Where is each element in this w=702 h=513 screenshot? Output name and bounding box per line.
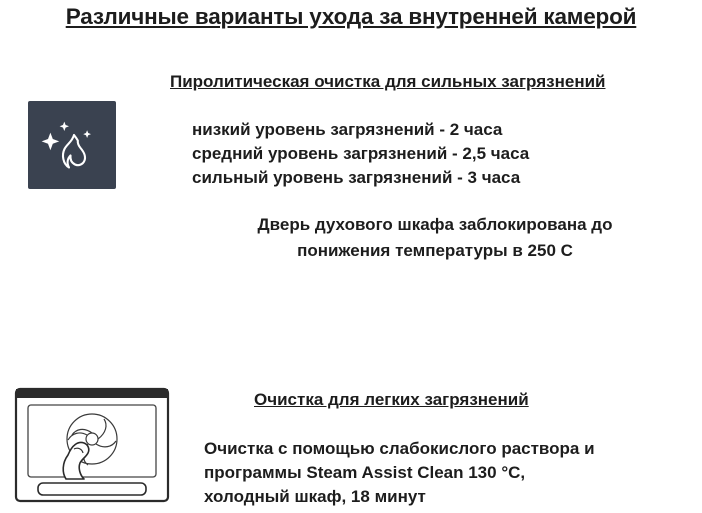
pyrolytic-levels [192,118,529,190]
pyrolytic-note-line-2: понижения температуры в 250 С [297,241,573,260]
pyrolytic-door-lock-note [205,212,665,264]
light-cleaning-line-2: программы Steam Assist Clean 130 °C, [204,463,526,482]
light-cleaning-body [204,437,684,509]
pyrolytic-heading: Пиролитическая очистка для сильных загрязнений [170,72,606,91]
light-cleaning-line-3: холодный шкаф, 18 минут [204,487,426,506]
page-title: Различные варианты ухода за внутренней камерой [65,4,637,29]
pyrolytic-level-low: низкий уровень загрязнений - 2 часа [192,120,503,139]
light-cleaning-heading: Очистка для легких загрязнений [254,390,529,409]
light-cleaning-line-1: Очистка с помощью слабокислого раствора и [204,439,595,458]
pyrolytic-note-line-1: Дверь духового шкафа заблокирована до [257,215,613,234]
oven-cavity-icon [8,383,176,508]
pyrolytic-level-high: сильный уровень загрязнений - 3 часа [192,168,521,187]
pyrolytic-level-medium: средний уровень загрязнений - 2,5 часа [192,144,530,163]
flame-sparkle-icon [28,101,116,189]
